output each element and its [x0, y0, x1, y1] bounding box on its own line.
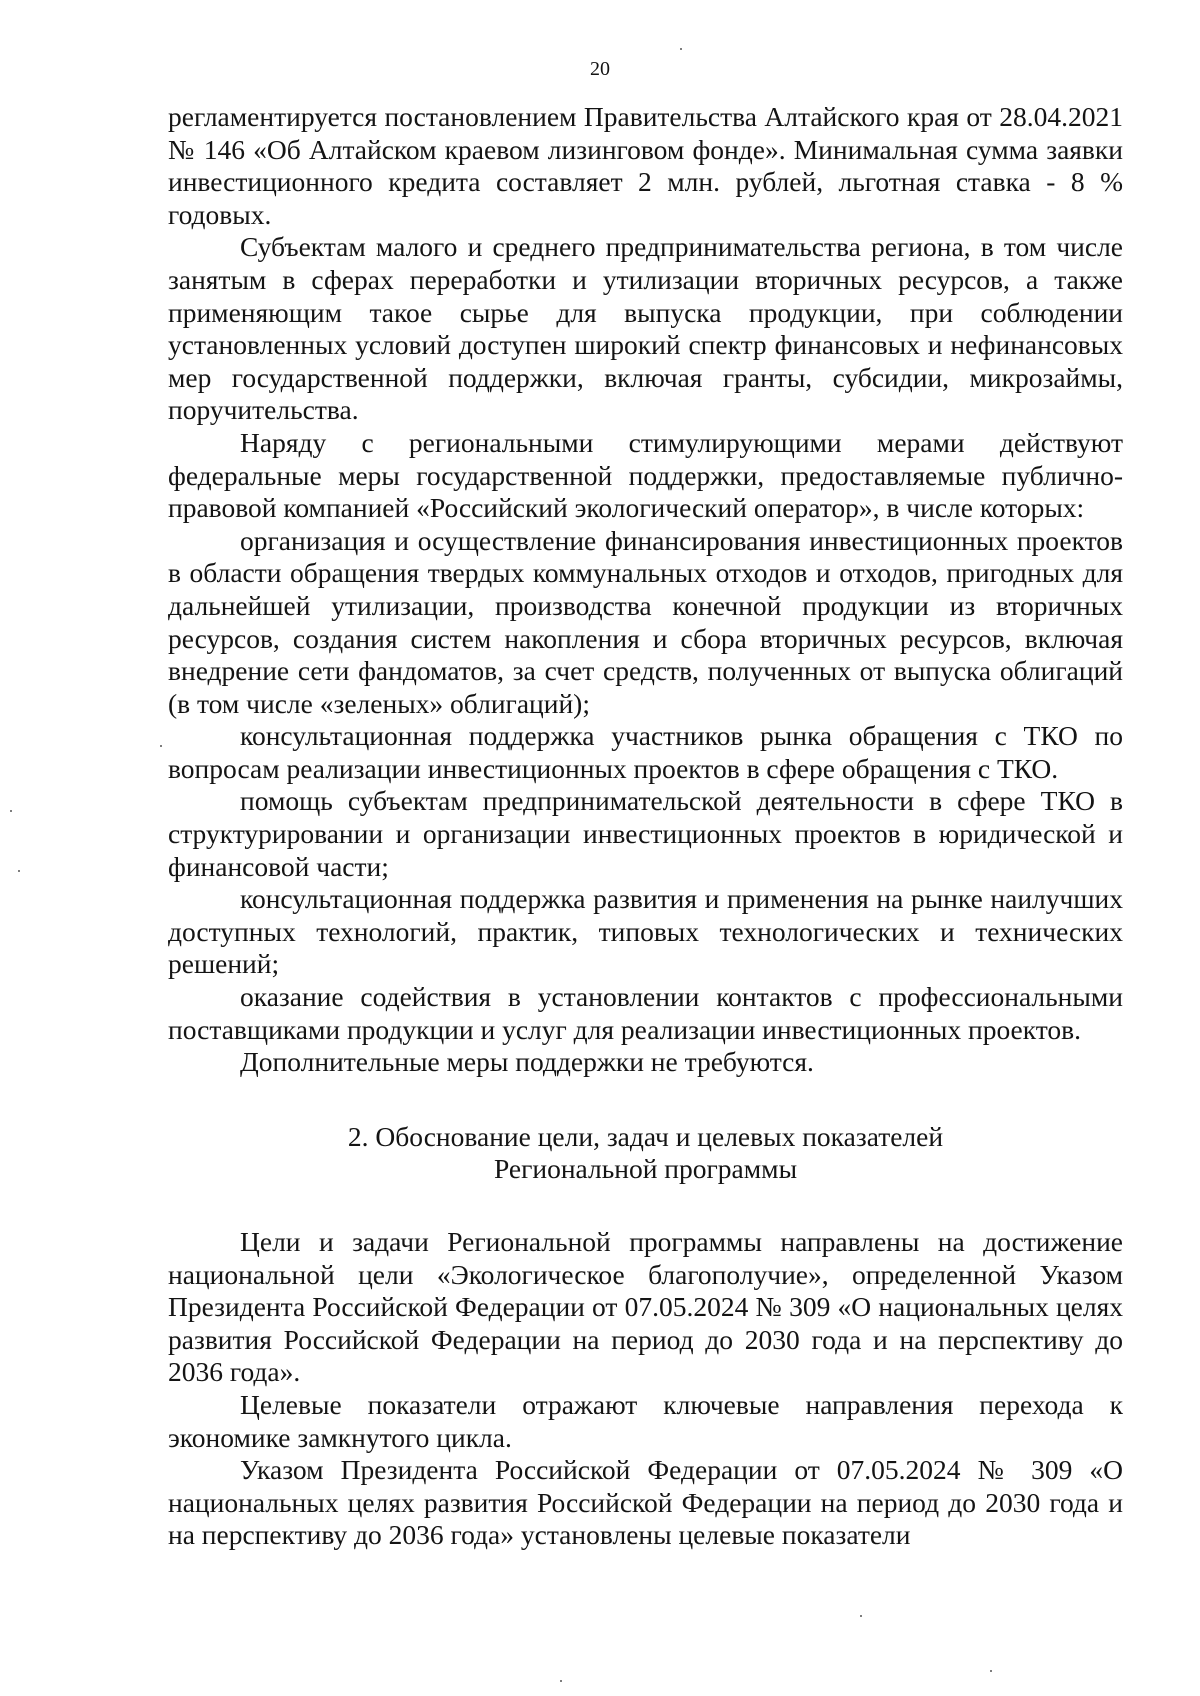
- paragraph: Целевые показатели отражают ключевые направления перехода к экономике замкнутого цикла.: [168, 1388, 1123, 1453]
- paragraph: Указом Президента Российской Федерации от 07.05.2024 № 309 «О национальных целях развития Российской Федерации на период до 2030 года и на перспективу до 2036 года» установлены целевые показатели: [168, 1454, 1123, 1551]
- paragraph: помощь субъектам предпринимательской деятельности в сфере ТКО в структурировании и организации инвестиционных проектов в юридической и финансовой части;: [168, 785, 1123, 882]
- document-body: [168, 101, 1123, 1552]
- section-heading: [168, 1121, 1123, 1186]
- paragraph: регламентируется постановлением Правительства Алтайского края от 28.04.2021 № 146 «Об Алтайском краевом лизинговом фонде». Минимальная сумма заявки инвестиционного кредита составляет 2 млн. рублей, льготная ставка - 8 % годовых.: [168, 101, 1123, 230]
- scan-speck: [990, 1670, 992, 1672]
- scan-speck: [160, 745, 162, 747]
- scan-speck: [18, 870, 20, 872]
- paragraphs-after-heading: [168, 1226, 1123, 1552]
- scan-speck: [680, 48, 682, 50]
- scan-speck: [860, 1615, 862, 1617]
- paragraph: консультационная поддержка развития и применения на рынке наилучших доступных технологий, практик, типовых технологических и технических решений;: [168, 883, 1123, 980]
- paragraphs-before-heading: [168, 101, 1123, 1079]
- section-heading-line-1: 2. Обоснование цели, задач и целевых показателей: [347, 1120, 944, 1152]
- paragraph: консультационная поддержка участников рынка обращения с ТКО по вопросам реализации инвестиционных проектов в сфере обращения с ТКО.: [168, 720, 1123, 784]
- page-number: 20: [590, 58, 610, 80]
- scan-speck: [10, 810, 12, 812]
- paragraph: Цели и задачи Региональной программы направлены на достижение национальной цели «Экологическое благополучие», определенной Указом Президента Российской Федерации от 07.05.2024 № 309 «О национальных целях развития Российской Федерации на период до 2030 года и на перспективу до 2036 года».: [168, 1226, 1123, 1388]
- paragraph: организация и осуществление финансирования инвестиционных проектов в области обращения твердых коммунальных отходов и отходов, пригодных для дальнейшей утилизации, производства конечной продукции из вторичных ресурсов, создания систем накопления и сбора вторичных ресурсов, включая внедрение сети фандоматов, за счет средств, полученных от выпуска облигаций (в том числе «зеленых» облигаций);: [168, 524, 1123, 719]
- paragraph: Наряду с региональными стимулирующими мерами действуют федеральные меры государственной поддержки, предоставляемые публично-правовой компанией «Российский экологический оператор», в числе которых:: [168, 426, 1123, 524]
- paragraph: Дополнительные меры поддержки не требуются.: [240, 1046, 814, 1078]
- paragraph: Субъектам малого и среднего предпринимательства региона, в том числе занятым в сферах переработки и утилизации вторичных ресурсов, а также применяющим такое сырье для выпуска продукции, при соблюдении установленных условий доступен широкий спектр финансовых и нефинансовых мер государственной поддержки, включая гранты, субсидии, микрозаймы, поручительства.: [168, 231, 1123, 426]
- scan-speck: [560, 1680, 562, 1682]
- paragraph: оказание содействия в установлении контактов с профессиональными поставщиками продукции и услуг для реализации инвестиционных проектов.: [168, 981, 1123, 1045]
- section-heading-line-2: Региональной программы: [493, 1153, 798, 1185]
